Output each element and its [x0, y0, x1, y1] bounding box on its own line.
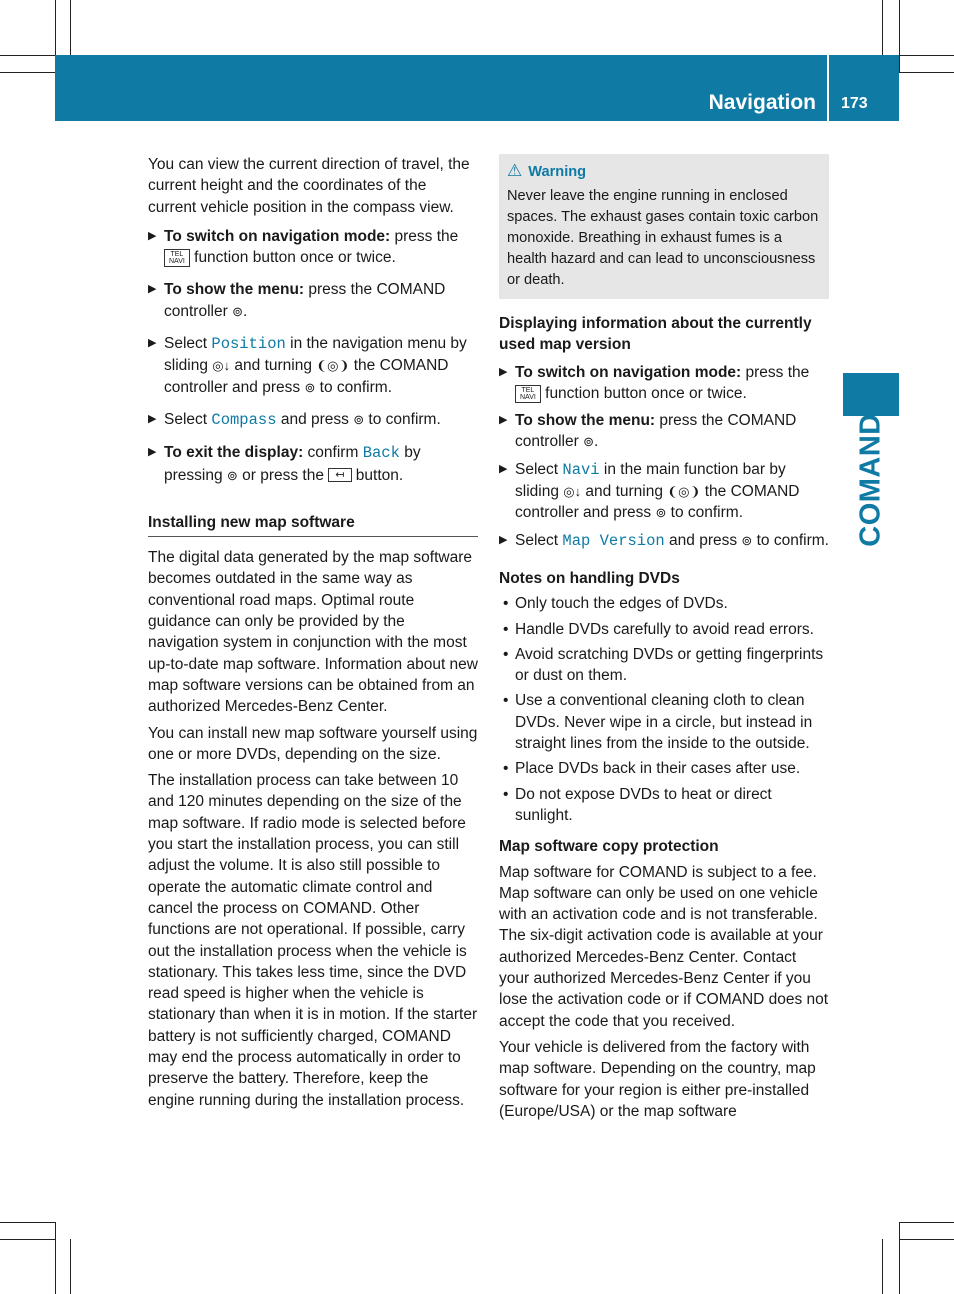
step-text: . — [242, 302, 248, 320]
step-select-position — [148, 333, 478, 398]
list-item — [499, 758, 829, 779]
step-text: function button once or twice. — [189, 249, 396, 267]
step-text: and turning — [230, 357, 317, 375]
step-label: To switch on navigation mode: — [164, 227, 391, 245]
crop-mark — [899, 0, 900, 72]
controller-press-icon: ⊚ — [226, 467, 238, 483]
controller-turn-icon: ❨◎❩ — [316, 358, 350, 374]
list-item-text: Place DVDs back in their cases after use. — [515, 760, 801, 778]
step-label: To exit the display: — [164, 444, 304, 462]
body-paragraph: The installation process can take between 10 and 120 minutes depending on the size of the map software. If radio mode is selected before you start the installation process, you can still adjust the volume. It is also still possible to operate the automatic climate control and cancel the process on COMAND. Other functions are not operational. If possible, carry out the installation process when the vehicle is stationary. This takes less time, since the DVD read speed is higher when the vehicle is stationary than when it is in motion. If the starter battery is not sufficiently charged, COMAND may end the process automatically in order to preserve the battery. Therefore, keep the engine running during the installation process. — [148, 772, 478, 1109]
step-text: button. — [351, 466, 404, 484]
step-text: and turning — [581, 483, 668, 501]
arrow-icon: ▶ — [499, 462, 508, 475]
step-text: to confirm. — [315, 378, 393, 396]
crop-mark — [882, 1239, 883, 1294]
crop-mark — [55, 1222, 56, 1294]
menu-item-map-version: Map Version — [562, 531, 665, 550]
step-text: and press — [276, 410, 354, 428]
page-number: 173 — [841, 95, 868, 112]
bullet-dot: • — [503, 760, 509, 778]
menu-item-navi: Navi — [562, 460, 600, 479]
body-paragraph: You can install new map software yourself using one or more DVDs, depending on the size. — [148, 724, 478, 763]
step-text: press the — [390, 227, 459, 245]
step-text: Select — [164, 410, 212, 428]
section-title: Navigation — [708, 91, 816, 114]
controller-press-icon: ⊚ — [304, 379, 316, 395]
crop-mark — [899, 1222, 900, 1294]
key-label: TEL — [521, 386, 535, 394]
controller-press-icon: ⊚ — [583, 434, 594, 450]
list-item — [499, 593, 829, 614]
side-tab-label — [843, 413, 899, 547]
menu-item-back: Back — [362, 444, 400, 463]
step-text: Select — [164, 335, 212, 353]
arrow-icon: ▶ — [499, 365, 508, 378]
bullet-dot: • — [503, 645, 509, 663]
step-select-map-version — [499, 530, 829, 552]
crop-mark — [899, 72, 954, 73]
controller-press-icon: ⊚ — [655, 505, 667, 521]
crop-mark — [0, 1239, 55, 1240]
intro-paragraph: You can view the current direction of travel, the current height and the coordinates of the current vehicle position in the compass view. — [148, 156, 470, 216]
step-text: or press the — [237, 466, 329, 484]
step-text: press the COMAND controller — [515, 412, 797, 451]
step-text: in the navigation menu by sliding — [164, 335, 467, 375]
side-tab-marker — [843, 373, 899, 416]
step-text: to confirm. — [364, 410, 441, 428]
step-text: Select — [515, 460, 563, 478]
crop-mark — [882, 0, 883, 55]
step-text: to confirm. — [752, 531, 829, 549]
step-label: To switch on navigation mode: — [515, 363, 742, 381]
controller-turn-icon: ❨◎❩ — [667, 484, 701, 500]
section-heading: Installing new map software — [148, 513, 355, 531]
header-divider — [827, 55, 829, 121]
body-paragraph: The digital data generated by the map software becomes outdated in the same way as conventional road maps. Optimal route guidance can only be provided by the navigation system in conjunction with the most up-to-date map software. Information about new map software versions can be obtained from an authorized Mercedes-Benz Center. — [148, 549, 478, 716]
list-item-text: Avoid scratching DVDs or getting fingerprints or dust on them. — [515, 645, 824, 685]
controller-press-icon: ⊚ — [232, 303, 243, 319]
arrow-icon: ▶ — [148, 412, 157, 425]
left-column — [148, 154, 478, 1116]
menu-item-compass: Compass — [211, 410, 277, 429]
step-text: the COMAND controller and press — [515, 483, 800, 522]
section-heading-rule — [148, 512, 478, 537]
crop-mark — [0, 1222, 55, 1223]
section-heading: Map software copy protection — [499, 838, 719, 856]
crop-mark — [899, 1222, 954, 1223]
crop-mark — [899, 1239, 954, 1240]
body-paragraph: Your vehicle is delivered from the factory with map software. Depending on the country, map software for your region is either pre-installed (Europe/USA) or the map software — [499, 1038, 816, 1120]
controller-slide-down-icon: ◎↓ — [563, 484, 582, 500]
crop-mark — [70, 0, 71, 55]
key-label: NAVI — [169, 258, 185, 266]
warning-triangle-icon: ⚠ — [507, 161, 523, 180]
step-exit-display — [148, 442, 478, 486]
crop-mark — [70, 1239, 71, 1294]
section-heading: Displaying information about the currently used map version — [499, 315, 812, 354]
dvd-notes-list — [499, 593, 829, 826]
arrow-icon: ▶ — [148, 337, 157, 350]
right-column — [499, 154, 829, 1127]
tel-navi-key-icon — [164, 249, 190, 267]
step-switch-navigation — [148, 226, 478, 269]
controller-press-icon: ⊚ — [741, 532, 753, 548]
step-text: . — [593, 433, 599, 451]
step-text: in the main function bar by sliding — [515, 460, 786, 501]
arrow-icon: ▶ — [499, 533, 508, 546]
arrow-icon: ▶ — [148, 229, 157, 242]
step-switch-navigation — [499, 362, 829, 405]
crop-mark — [0, 72, 55, 73]
arrow-icon: ▶ — [499, 414, 508, 427]
warning-box — [499, 154, 829, 299]
step-select-compass — [148, 409, 478, 431]
step-text: and press — [664, 531, 742, 549]
arrow-icon: ▶ — [148, 446, 157, 459]
key-label: TEL — [170, 251, 184, 259]
controller-press-icon: ⊚ — [353, 411, 365, 427]
step-text: confirm — [303, 444, 363, 462]
list-item-text: Only touch the edges of DVDs. — [515, 595, 728, 613]
controller-slide-down-icon: ◎↓ — [212, 358, 231, 374]
crop-mark — [899, 55, 954, 56]
list-item — [499, 644, 829, 687]
list-item — [499, 690, 829, 754]
side-tab-text: COMAND — [854, 413, 887, 547]
step-label: To show the menu: — [164, 281, 305, 299]
back-button-icon: ↤ — [328, 468, 351, 482]
list-item-text: Use a conventional cleaning cloth to clean DVDs. Never wipe in a circle, but instead in straight lines from the inside to the outside. — [515, 692, 813, 753]
step-text: to confirm. — [666, 504, 744, 522]
page-header — [55, 55, 899, 121]
bullet-dot: • — [503, 692, 509, 710]
step-show-menu — [499, 410, 829, 453]
step-text: by pressing — [164, 444, 421, 484]
step-text: function button once or twice. — [540, 384, 747, 402]
crop-mark — [0, 55, 55, 56]
warning-title: Warning — [528, 164, 587, 180]
arrow-icon: ▶ — [148, 283, 157, 296]
step-text: press the COMAND controller — [164, 281, 446, 320]
menu-item-position: Position — [211, 335, 286, 354]
body-paragraph: Map software for COMAND is subject to a fee. Map software can only be used on one vehicle with an activation code and is not transferable. The six-digit activation code is available at your authorized Mercedes-Benz Center. Contact your authorized Mercedes-Benz Center if you lose the activation code or if COMAND does not accept the code that you received. — [499, 863, 829, 1030]
section-heading: Notes on handling DVDs — [499, 569, 680, 587]
warning-text: Never leave the engine running in enclosed spaces. The exhaust gases contain toxic carbon monoxide. Breathing in exhaust fumes is a health hazard and can lead to unconsciousness or death. — [507, 188, 819, 288]
tel-navi-key-icon — [515, 385, 541, 403]
list-item-text: Handle DVDs carefully to avoid read errors. — [515, 620, 814, 638]
step-text: Select — [515, 531, 563, 549]
step-label: To show the menu: — [515, 412, 656, 430]
step-text: press the — [741, 363, 810, 381]
list-item — [499, 619, 829, 640]
bullet-dot: • — [503, 595, 509, 613]
list-item-text: Do not expose DVDs to heat or direct sunlight. — [515, 785, 772, 824]
bullet-dot: • — [503, 620, 509, 638]
list-item — [499, 784, 829, 827]
bullet-dot: • — [503, 785, 509, 803]
key-label: NAVI — [520, 393, 536, 401]
step-text: the COMAND controller and press — [164, 357, 449, 396]
step-show-menu — [148, 279, 478, 322]
step-select-navi — [499, 459, 829, 524]
